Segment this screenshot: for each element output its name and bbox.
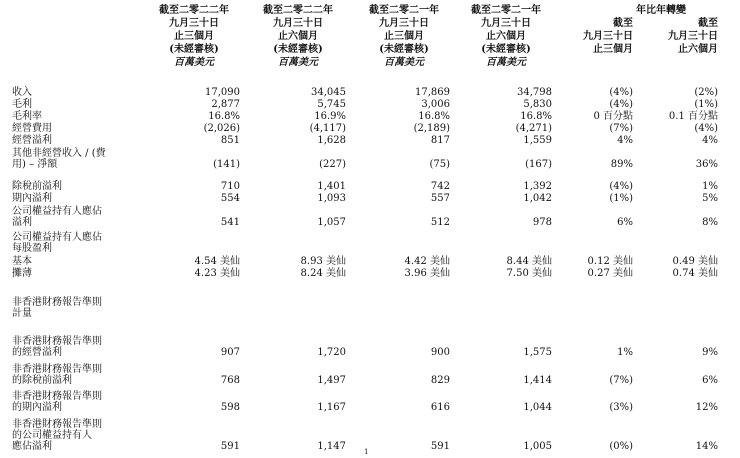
header-line: 九月三十日 (481, 18, 531, 29)
table-cell: 1,057 (317, 217, 346, 228)
table-cell: (1%) (609, 193, 633, 204)
table-cell: 1% (617, 347, 633, 358)
table-cell: 17,090 (205, 87, 240, 98)
table-cell: 900 (430, 347, 450, 358)
table-cell: 16.9% (314, 111, 346, 122)
table-cell: 591 (220, 441, 240, 452)
row-label (12, 123, 142, 134)
row-label-line: 用) – 淨額 (12, 159, 58, 170)
table-cell: 6% (617, 217, 633, 228)
table-cell: (141) (213, 159, 240, 170)
column-header (356, 4, 452, 69)
table-cell: (167) (525, 159, 552, 170)
table-cell: 1,720 (317, 347, 346, 358)
table-cell: 8.24 美仙 (300, 268, 346, 279)
header-line: 止六個月 (486, 31, 526, 42)
table-cell: 5,745 (317, 99, 346, 110)
header-line: 止六個月 (278, 31, 318, 42)
table-cell: 4.54 美仙 (194, 256, 240, 267)
header-line: (未經審核) (481, 44, 531, 55)
table-cell: (2%) (694, 87, 718, 98)
table-cell: (75) (429, 159, 450, 170)
table-cell: 1% (702, 181, 718, 192)
table-cell: (3%) (609, 402, 633, 413)
column-header (250, 4, 346, 69)
header-line: 止三個月 (593, 44, 633, 55)
unit-label: 百萬美元 (174, 57, 214, 68)
row-label (12, 268, 142, 279)
table-cell: 978 (532, 217, 552, 228)
table-cell: (4%) (694, 123, 718, 134)
table-cell: 8.93 美仙 (300, 256, 346, 267)
table-cell: 541 (220, 217, 240, 228)
row-label (12, 232, 142, 254)
table-cell: 17,869 (415, 87, 450, 98)
table-cell: 1,392 (523, 181, 552, 192)
table-cell: 89% (610, 159, 633, 170)
table-cell: 1,147 (317, 441, 346, 452)
table-cell: (0%) (609, 441, 633, 452)
row-label-line: 經營費用 (12, 123, 52, 134)
row-label-line: 非香港財務報告準則 (12, 364, 102, 375)
row-label-line: 每股盈利 (12, 243, 52, 254)
table-cell: 4% (702, 135, 718, 146)
header-line: 止三個月 (174, 31, 214, 42)
header-line: 止三個月 (384, 31, 424, 42)
table-cell: 16.8% (208, 111, 240, 122)
row-label-line: 公司權益持有人應佔 (12, 206, 102, 217)
table-cell: 9% (702, 347, 718, 358)
row-label-line: 其他非經營收入 / (費 (12, 148, 106, 159)
table-cell: 851 (220, 135, 240, 146)
table-cell: 554 (220, 193, 240, 204)
header-line: 截至二零二二年 (159, 5, 229, 16)
yoy-header (567, 17, 633, 56)
row-label (12, 336, 142, 358)
table-cell: 710 (220, 181, 240, 192)
unit-label: 百萬美元 (278, 57, 318, 68)
row-label-line: 除稅前溢利 (12, 181, 62, 192)
table-cell: 8% (702, 217, 718, 228)
row-label-line: 基本 (12, 256, 32, 267)
row-label (12, 206, 142, 228)
table-cell: 5,830 (523, 99, 552, 110)
unit-label: 百萬美元 (384, 57, 424, 68)
table-cell: 512 (430, 217, 450, 228)
table-cell: (4%) (609, 99, 633, 110)
table-cell: 1,575 (523, 347, 552, 358)
row-label-line: 的期內溢利 (12, 402, 62, 413)
table-cell: (7%) (609, 123, 633, 134)
table-cell: 907 (220, 347, 240, 358)
table-cell: 34,045 (311, 87, 346, 98)
yoy-title: 年比年轉變 (636, 5, 686, 16)
table-cell: 742 (430, 181, 450, 192)
header-line: (未經審核) (379, 44, 429, 55)
table-cell: 16.8% (418, 111, 450, 122)
row-label-line: 期內溢利 (12, 193, 52, 204)
row-label-line: 計量 (12, 308, 32, 319)
table-cell: 1,093 (317, 193, 346, 204)
table-cell: 817 (430, 135, 450, 146)
column-header (146, 4, 242, 69)
page-number: 1 (364, 448, 369, 456)
table-cell: 6% (702, 375, 718, 386)
table-cell: 5% (702, 193, 718, 204)
yoy-header (652, 17, 718, 56)
table-cell: (2,026) (203, 123, 240, 134)
row-label-line: 毛利率 (12, 111, 42, 122)
row-label-line: 收入 (12, 87, 32, 98)
table-cell: 1,167 (317, 402, 346, 413)
table-cell: (227) (319, 159, 346, 170)
row-label-line: 應佔溢利 (12, 441, 52, 452)
table-cell: 14% (695, 441, 718, 452)
row-label (12, 111, 142, 122)
unit-label: 百萬美元 (486, 57, 526, 68)
table-cell: 0.49 美仙 (672, 256, 718, 267)
table-cell: 4% (617, 135, 633, 146)
table-cell: 1,044 (523, 402, 552, 413)
table-cell: 591 (430, 441, 450, 452)
row-label-line: 公司權益持有人應佔 (12, 232, 102, 243)
table-cell: 0.27 美仙 (587, 268, 633, 279)
table-cell: 0 百分點 (593, 111, 633, 122)
table-cell: (1%) (694, 99, 718, 110)
header-line: 截至 (613, 18, 633, 29)
row-label (12, 148, 142, 170)
row-label-line: 的公司權益持有人 (12, 430, 92, 441)
table-cell: 1,497 (317, 375, 346, 386)
table-cell: 34,798 (517, 87, 552, 98)
row-label (12, 87, 142, 98)
header-line: 止六個月 (678, 44, 718, 55)
table-cell: 1,401 (317, 181, 346, 192)
table-cell: (2,189) (413, 123, 450, 134)
table-cell: (4%) (609, 181, 633, 192)
row-label (12, 181, 142, 192)
header-line: (未經審核) (273, 44, 323, 55)
row-label (12, 297, 142, 319)
table-cell: 3.96 美仙 (404, 268, 450, 279)
table-cell: (4,117) (309, 123, 346, 134)
table-cell: 598 (220, 402, 240, 413)
table-cell: 1,005 (523, 441, 552, 452)
row-label-line: 經營溢利 (12, 135, 52, 146)
table-cell: 616 (430, 402, 450, 413)
row-label (12, 99, 142, 110)
header-line: (未經審核) (169, 44, 219, 55)
row-label-line: 毛利 (12, 99, 32, 110)
row-label (12, 419, 142, 452)
table-cell: 0.1 百分點 (668, 111, 718, 122)
table-cell: 1,414 (523, 375, 552, 386)
header-line: 九月三十日 (668, 31, 718, 42)
table-cell: 829 (430, 375, 450, 386)
table-cell: (4,271) (515, 123, 552, 134)
table-cell: 2,877 (211, 99, 240, 110)
header-line: 九月三十日 (379, 18, 429, 29)
row-label-line: 攤薄 (12, 268, 32, 279)
header-line: 截至 (698, 18, 718, 29)
table-cell: (4%) (609, 87, 633, 98)
header-line: 截至二零二一年 (471, 5, 541, 16)
header-line: 九月三十日 (169, 18, 219, 29)
row-label-line: 非香港財務報告準則 (12, 391, 102, 402)
row-label (12, 193, 142, 204)
table-cell: 768 (220, 375, 240, 386)
header-line: 截至二零二一年 (369, 5, 439, 16)
row-label-line: 的經營溢利 (12, 347, 62, 358)
row-label (12, 135, 142, 146)
header-line: 九月三十日 (273, 18, 323, 29)
table-cell: 3,006 (421, 99, 450, 110)
column-header (458, 4, 554, 69)
table-cell: 1,042 (523, 193, 552, 204)
table-cell: 0.74 美仙 (672, 268, 718, 279)
row-label (12, 364, 142, 386)
row-label-line: 溢利 (12, 217, 32, 228)
table-cell: 8.44 美仙 (506, 256, 552, 267)
row-label (12, 391, 142, 413)
table-cell: 0.12 美仙 (587, 256, 633, 267)
table-cell: 12% (695, 402, 718, 413)
table-cell: 4.23 美仙 (194, 268, 240, 279)
row-label-line: 非香港財務報告準則 (12, 297, 102, 308)
header-line: 截至二零二二年 (263, 5, 333, 16)
table-cell: 36% (695, 159, 718, 170)
table-cell: 7.50 美仙 (506, 268, 552, 279)
header-line: 九月三十日 (583, 31, 633, 42)
row-label-line: 的除稅前溢利 (12, 375, 72, 386)
row-label-line: 非香港財務報告準則 (12, 336, 102, 347)
row-label (12, 256, 142, 267)
row-label-line: 非香港財務報告準則 (12, 419, 102, 430)
table-cell: 1,559 (523, 135, 552, 146)
table-cell: (7%) (609, 375, 633, 386)
table-cell: 16.8% (520, 111, 552, 122)
table-cell: 1,628 (317, 135, 346, 146)
table-cell: 4.42 美仙 (404, 256, 450, 267)
table-cell: 557 (430, 193, 450, 204)
